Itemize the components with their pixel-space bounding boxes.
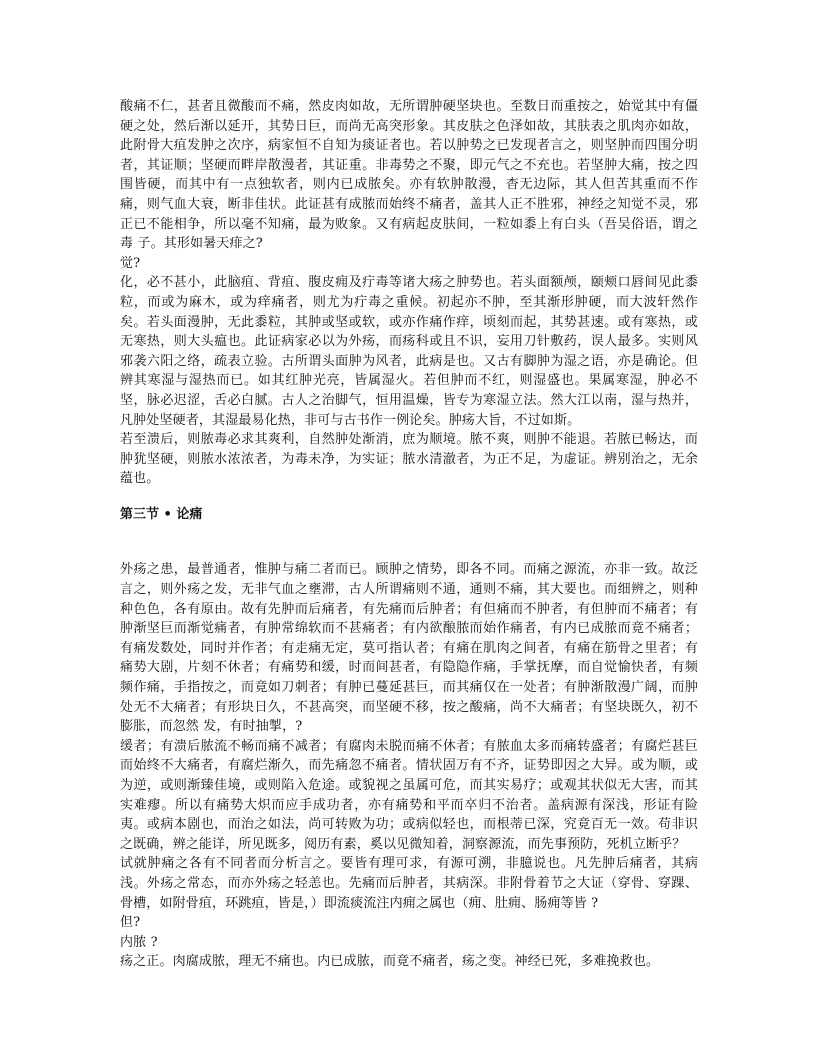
paragraph-3: 化，必不甚小，此脑疽、背疽、腹皮痈及疔毒等诸大疡之肿势也。若头面额颅，颐颊口唇间见此黍粒，而或为麻木，或为痒痛者，则尤为疔毒之重候。初起亦不肿，至其渐形肿硬，而大波轩然作矣。若头面漫肿，无此黍粒，其肿或坚或软，或亦作痛作痒，顷刻而起，其势甚速。或有寒热，或无寒热，则大头瘟也。此证病家必以为外疡，而疡科或且不识，妄用刀针敷药，误人最多。实则风邪袭六阳之络，疏表立验。古所谓头面肿为风者，此病是也。又古有脚肿为湿之语，亦是确论。但辨其寒湿与湿热而已。如其红肿光亮，皆属湿火。若但肿而不红，则湿盛也。果属寒湿，肿必不坚，脉必迟涩，舌必白腻。古人之治脚气，恒用温燥，皆专为寒湿立法。然大江以南，湿与热并，凡肿处坚硬者，其湿最易化热，非可与古书作一例论矣。肿疡大旨，不过如斯。 [120, 275, 698, 428]
paragraph-4: 若至溃后，则脓毒必求其爽利，自然肿处渐消，庶为顺境。脓不爽，则肿不能退。若脓已畅达，而肿犹坚硬，则脓水浓浓者，为毒未净，为实证；脓水清澈者，为正不足，为虚证。辨别治之，无余蕴也。 [120, 432, 698, 487]
paragraph-10: 疡之正。肉腐成脓，理无不痛也。内已成脓，而竟不痛者，疡之变。神经已死，多难挽救也。 [120, 954, 660, 970]
paragraph-9: 内脓 ? [120, 934, 158, 950]
paragraph-8: 但? [120, 915, 141, 931]
spacer [120, 524, 698, 560]
paragraph-2: 觉? [120, 255, 141, 271]
paragraph-7: 试就肿痛之各有不同者而分析言之。要皆有理可求，有源可溯，非臆说也。凡先肿后痛者，其病浅。外疡之常态，而亦外疡之轻恙也。先痛而后肿者，其病深。非附骨着节之大证（穿骨、穿踝、骨槽，如附骨疽，环跳疽，皆是，）即流痰流注内痈之属也（痈、肚痈、肠痈等皆 ? [120, 856, 698, 911]
section-heading: 第三节 • 论痛 [120, 506, 203, 522]
paragraph-6: 缓者；有溃后脓流不畅而痛不减者；有腐肉未脱而痛不休者；有脓血太多而痛转盛者；有腐烂甚巨而始终不大痛者，有腐烂渐久，而先痛忽不痛者。情状固万有不齐，证势即因之大异。或为顺，或为逆，或则渐臻佳境，或则陷入危途。或貌视之虽属可危，而其实易疗；或观其状似无大害，而其实难瘳。所以有痛势大炽而应手成功者，亦有痛势和平而卒归不治者。盖病源有深浅，形证有险夷。或病本剧也，而治之如法，尚可转败为功；或病似轻也，而根蒂已深，究竟百无一效。苟非识之既确，辨之能详，所见既多，阅历有素，奚以见微知着，洞察源流，而先事预防，死机立断乎？ [120, 738, 698, 852]
spacer [120, 489, 698, 505]
paragraph-1: 酸痛不仁，甚者且微酸而不痛，然皮肉如故，无所谓肿硬坚块也。至数日而重按之，始觉其中有僵硬之处，然后渐以延开，其势日巨，而尚无高突形象。其皮肤之色泽如故，其肤表之肌肉亦如故，此附骨大疽发肿之次序，病家恒不自知为痰证者也。若以肿势之已发现者言之，则坚肿而四围分明者，其证顺；坚硬而畔岸散漫者，其证重。非毒势之不聚，即元气之不充也。若坚肿大痛，按之四围皆硬，而其中有一点独软者，则内已成脓矣。亦有软肿散漫，杳无边际，其人但苦其重而不作痛，则气血大衰，断非佳状。此证甚有成脓而始终不痛者，盖其人正不胜邪，神经之知觉不灵，邪正已不能相争，所以毫不知痛，最为败象。又有病起皮肤间，一粒如黍上有白头（吾吴俗语，谓之毒 子。其形如暑天痱之? [120, 99, 698, 252]
document-page [120, 97, 698, 972]
paragraph-5: 外疡之患，最普通者，惟肿与痛二者而已。顾肿之情势，即各不同。而痛之源流，亦非一致。故泛言之，则外疡之发，无非气血之壅滞，古人所谓痛则不通，通则不痛，其大要也。而细辨之，则种种色色，各有原由。故有先肿而后痛者，有先痛而后肿者；有但痛而不肿者，有但肿而不痛者；有肿渐坚巨而渐觉痛者，有肿常绵软而不甚痛者；有内欲酿脓而始作痛者，有内已成脓而竟不痛者；有痛发数处，同时并作者；有走痛无定，莫可指认者；有痛在肌肉之间者，有痛在筋骨之里者；有痛势大剧，片刻不休者；有痛势和缓，时而间甚者，有隐隐作痛，手掌抚摩，而自觉愉快者，有频频作痛，手指按之，而竟如刀刺者；有肿已蔓延甚巨，而其痛仅在一处者；有肿渐散漫广阔，而肿处无不大痛者；有形块日久，不甚高突，而坚硬不移，按之酸痛，尚不大痛者；有坚块既久，初不膨胀，而忽然 发，有时抽掣，? [120, 562, 698, 735]
